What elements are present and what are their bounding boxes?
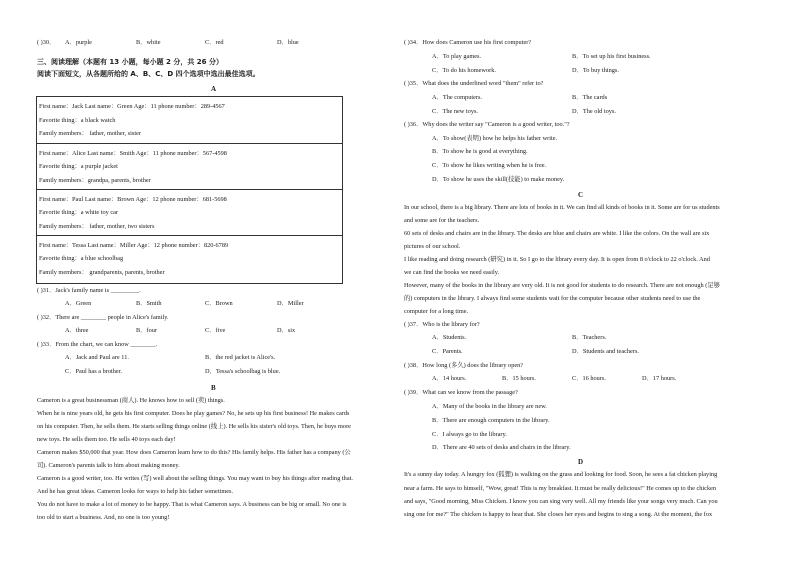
q35-option-b: B．The cards bbox=[572, 94, 608, 101]
table-cell-name: First name：Tessa Last name：Miller Age：12 phone number：820-6789 bbox=[39, 242, 229, 249]
passage-d-label: D bbox=[578, 458, 584, 466]
passage-c-label: C bbox=[578, 191, 584, 199]
q31-option-c: C．Brown bbox=[205, 300, 233, 307]
q36-option-d: D．To show he uses the skill(技能) to make money. bbox=[432, 176, 565, 183]
section-instruction: 阅读下面短文，从各题所给的 A、B、C、D 四个选项中选出最佳选项。 bbox=[37, 70, 260, 78]
table-row bbox=[37, 236, 342, 282]
q30-option-c: C．red bbox=[205, 39, 224, 46]
table-cell-name: First name：Jack Last name：Green Age：11 phone number：289-4567 bbox=[39, 103, 225, 110]
q34-option-b: B．To set up his first business. bbox=[572, 53, 651, 60]
q33-option-d: D．Tessa's schoolbag is blue. bbox=[205, 368, 281, 375]
q34-option-c: C．To do his homework. bbox=[432, 67, 496, 74]
q38-option-c: C．16 hours. bbox=[572, 375, 606, 382]
table-cell-family: Family members：grandpa, parents, brother bbox=[39, 177, 151, 184]
passage-c-line: In our school, there is a big library. There are lots of books in it. We can find all kinds of books in it. Some are for us students bbox=[404, 204, 720, 211]
passage-c-line: However, many of the books in the library are very old. It is not good for students to do research. There are not enough (足够 bbox=[404, 282, 720, 289]
q36-stem: ( )36．Why does the writer say "Cameron is a good writer, too."? bbox=[404, 121, 570, 128]
passage-d-line: near a farm. He says to himself, "Wow, great! This is my breakfast. It must be really delicious!" He comes up to the chicken bbox=[404, 485, 717, 492]
passage-b-line: on his computer. Then, he sells them. He starts selling things online (线上). He sells his sister's old toys. Then, he buys more bbox=[37, 423, 351, 430]
q30-option-d: D．blue bbox=[277, 39, 299, 46]
q39-option-c: C．I always go to the library. bbox=[432, 431, 507, 438]
q32-stem: ( )32．There are ________ people in Alice's family. bbox=[37, 314, 169, 321]
q37-option-c: C．Parents. bbox=[432, 348, 463, 355]
q35-option-a: A．The computers. bbox=[432, 94, 483, 101]
right-column bbox=[400, 0, 794, 562]
passage-b-line: Cameron is a good writer, too. He writes (写) well about the selling things. You may want to buy his things after reading that. bbox=[37, 475, 353, 482]
table-cell-family: Family members： father, mother, two sisters bbox=[39, 223, 155, 230]
q33-option-b: B．the red jacket is Alice's. bbox=[205, 354, 276, 361]
q37-option-d: D．Students and teachers. bbox=[572, 348, 639, 355]
q34-option-d: D．To buy things. bbox=[572, 67, 619, 74]
q32-option-c: C．five bbox=[205, 327, 226, 334]
q35-option-d: D．The old toys. bbox=[572, 108, 616, 115]
q39-option-b: B．There are enough computers in the library. bbox=[432, 417, 550, 424]
q31-stem: ( )31．Jack's family name is _________. bbox=[37, 287, 141, 294]
q38-option-b: B．15 hours. bbox=[502, 375, 536, 382]
q38-option-d: D．17 hours. bbox=[642, 375, 677, 382]
passage-c-line: I like reading and doing research (研究) in it. So I go to the library every day. It is open from 8 o'clock to 22 o'clock. And bbox=[404, 256, 710, 263]
q36-option-c: C．To show he likes writing when he is free. bbox=[432, 162, 547, 169]
passage-c-line: we can find the books we need easily. bbox=[404, 269, 500, 276]
table-row bbox=[37, 144, 342, 190]
q30-option-a: A．purple bbox=[65, 39, 92, 46]
q37-stem: ( )37．Who is the library for? bbox=[404, 321, 480, 328]
q39-option-a: A．Many of the books in the library are new. bbox=[432, 403, 547, 410]
table-cell-favorite: Favorite thing：a blue schoolbag bbox=[39, 255, 124, 262]
q39-stem: ( )39．What can we know from the passage? bbox=[404, 389, 518, 396]
q33-stem: ( )33．From the chart, we can know ________. bbox=[37, 341, 158, 348]
q37-option-b: B．Teachers. bbox=[572, 334, 607, 341]
passage-c-line: pictures of our school. bbox=[404, 243, 461, 250]
q33-option-a: A．Jack and Paul are 11. bbox=[65, 354, 129, 361]
q36-option-b: B．To show he is good at everything. bbox=[432, 148, 528, 155]
q37-option-a: A．Students. bbox=[432, 334, 467, 341]
q32-option-a: A．three bbox=[65, 327, 89, 334]
table-cell-family: Family members： father, mother, sister bbox=[39, 130, 141, 137]
q34-stem: ( )34．How does Cameron use his first computer? bbox=[404, 39, 532, 46]
passage-b-line: too old to start a business. And, no one is too young! bbox=[37, 514, 170, 521]
q30-number: ( )30． bbox=[37, 39, 56, 46]
passage-b-line: And he has great ideas. Cameron looks for ways to help his father sometimes. bbox=[37, 488, 234, 495]
q32-option-d: D．six bbox=[277, 327, 296, 334]
table-cell-name: First name：Paul Last name：Brown Age：12 phone number：681-5698 bbox=[39, 196, 227, 203]
q31-option-a: A．Green bbox=[65, 300, 92, 307]
section-title: 三、阅读理解（本题有 13 小题，每小题 2 分，共 26 分） bbox=[37, 58, 223, 66]
table-cell-favorite: Favorite thing：a black watch bbox=[39, 117, 116, 124]
passage-b-label: B bbox=[211, 384, 216, 392]
q35-stem: ( )35．What does the underlined word "them" refer to? bbox=[404, 80, 544, 87]
info-table bbox=[36, 96, 343, 284]
passage-b-line: Cameron is a great businessman (商人). He knows how to sell (卖) things. bbox=[37, 397, 225, 404]
q38-option-a: A．14 hours. bbox=[432, 375, 467, 382]
passage-d-line: and says, "Good morning, Miss Chicken. I know you can sing very well. All my friends like your songs very much. Can you bbox=[404, 498, 718, 505]
q31-option-b: B．Smith bbox=[136, 300, 162, 307]
table-row bbox=[37, 97, 342, 144]
q33-option-c: C．Paul has a brother. bbox=[65, 368, 123, 375]
passage-c-line: 的) computers in the library. I always find some students wait for the computer because other students need to use the bbox=[404, 295, 701, 302]
passage-c-line: and some are for the teachers. bbox=[404, 217, 480, 224]
table-cell-name: First name：Alice Last name：Smith Age：11 phone number：567-4598 bbox=[39, 150, 227, 157]
q35-option-c: C．The new toys. bbox=[432, 108, 478, 115]
table-cell-favorite: Favorite thing：a white toy car bbox=[39, 209, 119, 216]
passage-d-line: sing one for me?" The chicken is happy to hear that. She closes her eyes and begins to sing a song. At the moment, the fox bbox=[404, 511, 713, 518]
q32-option-b: B．four bbox=[136, 327, 157, 334]
table-cell-favorite: Favorite thing：a purple jacket bbox=[39, 163, 118, 170]
q31-option-d: D．Miller bbox=[277, 300, 304, 307]
passage-b-line: 司). Cameron's parents talk to him about making money. bbox=[37, 462, 180, 469]
passage-b-line: You do not have to make a lot of money to be happy. That is what Cameron says. A business can be big or small. No one is bbox=[37, 501, 347, 508]
passage-b-line: Cameron makes $50,000 that year. How does Cameron learn how to do this? His family helps. His father has a company (公 bbox=[37, 449, 351, 456]
passage-a-label: A bbox=[211, 85, 217, 93]
q39-option-d: D．There are 40 sets of desks and chairs in the library. bbox=[432, 444, 571, 451]
q38-stem: ( )38．How long (多久) does the library open? bbox=[404, 362, 524, 369]
passage-c-line: computer for a long time. bbox=[404, 308, 469, 315]
passage-c-line: 60 sets of desks and chairs are in the library. The desks are blue and chairs are white. I like the colors. On the wall are six bbox=[404, 230, 710, 237]
table-row bbox=[37, 190, 342, 236]
passage-b-line: new toys. He sells them too. He sells 40 toys each day! bbox=[37, 436, 176, 443]
q30-option-b: B．white bbox=[136, 39, 161, 46]
passage-b-line: When he is nine years old, he gets his first computer. Does he play games? No, he sets up his first business! He makes cards bbox=[37, 410, 350, 417]
passage-d-line: It's a sunny day today. A hungry fox (狐狸) is walking on the grass and looking for food. Soon, he sees a fat chicken playing bbox=[404, 471, 718, 478]
q36-option-a: A．To show(表明) how he helps his father write. bbox=[432, 135, 558, 142]
q34-option-a: A．To play games. bbox=[432, 53, 482, 60]
table-cell-family: Family members： grandparents, parents, brother bbox=[39, 269, 165, 276]
